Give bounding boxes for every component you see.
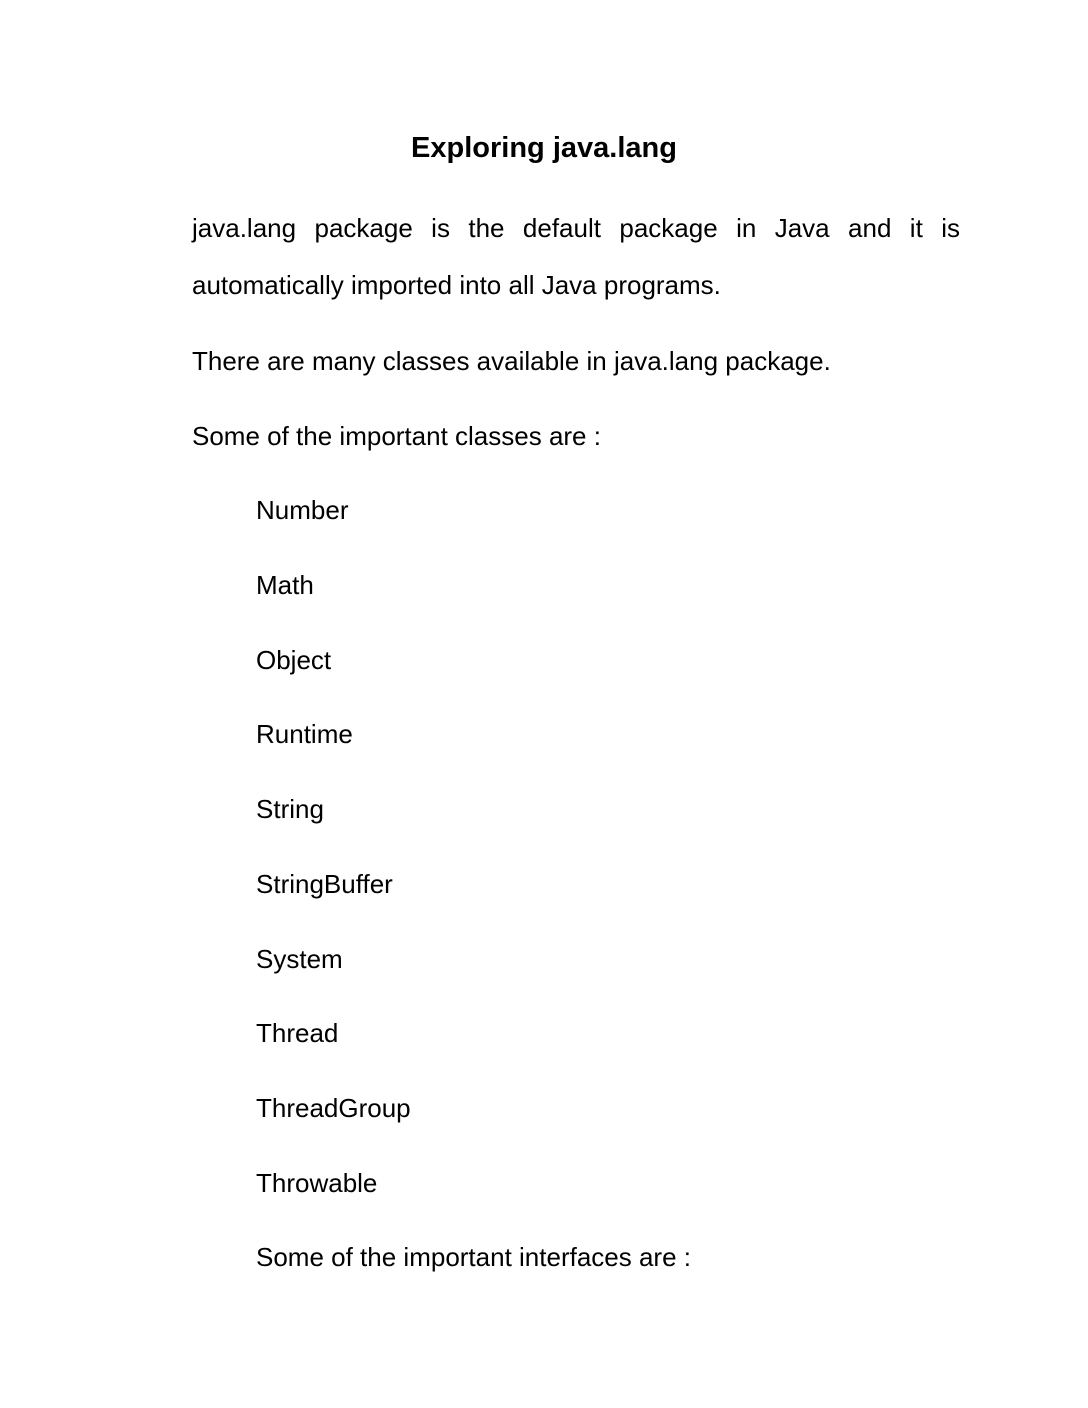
classes-heading: Some of the important classes are : — [192, 421, 601, 451]
list-item: Runtime — [256, 719, 353, 749]
list-item: System — [256, 944, 343, 974]
classes-available-paragraph: There are many classes available in java.lang package. — [192, 346, 831, 376]
list-item: String — [256, 794, 324, 824]
list-item: Throwable — [256, 1168, 378, 1198]
list-item: Number — [256, 495, 349, 525]
list-item: ThreadGroup — [256, 1093, 411, 1123]
list-item: Math — [256, 570, 314, 600]
list-item: Thread — [256, 1018, 339, 1048]
list-item: Object — [256, 645, 332, 675]
page-title: Exploring java.lang — [411, 132, 677, 164]
list-item: StringBuffer — [256, 869, 393, 899]
intro-paragraph: java.lang package is the default package in Java and it is automatically imported into all Java programs. — [192, 213, 960, 300]
interfaces-heading: Some of the important interfaces are : — [256, 1242, 691, 1272]
